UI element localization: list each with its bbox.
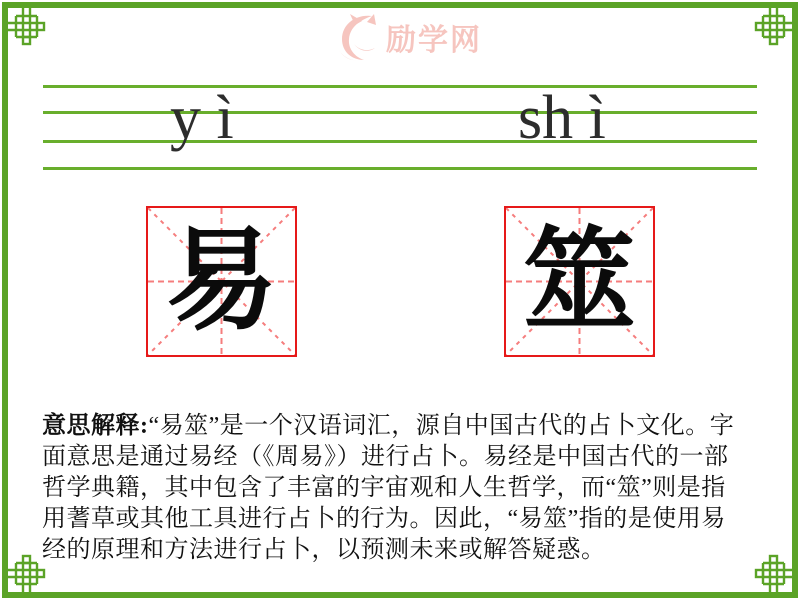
meaning-label: 意思解释: bbox=[42, 413, 149, 439]
meaning-line: 哲学典籍，其中包含了丰富的宇宙观和人生哲学，而“筮”则是指 bbox=[42, 475, 726, 501]
pinyin-word-shi: sh ì bbox=[518, 84, 606, 152]
meaning-line: 面意思是通过易经（《周易》）进行占卜。易经是中国古代的一部 bbox=[42, 444, 729, 470]
meaning-line-1: “易筮”是一个汉语词汇，源自中国古代的占卜文化。字 bbox=[148, 413, 735, 439]
pinyin-guide-line-2 bbox=[43, 111, 757, 114]
meaning-line bbox=[42, 411, 764, 442]
character-box-yi bbox=[146, 206, 297, 357]
corner-lattice-icon bbox=[8, 8, 48, 48]
pinyin-guide-line-4 bbox=[43, 167, 757, 170]
meaning-paragraph bbox=[42, 411, 764, 566]
pinyin-word-yi: y ì bbox=[170, 84, 234, 152]
fox-swirl-icon bbox=[334, 12, 380, 62]
meaning-line: 经的原理和方法进行占卜，以预测未来或解答疑惑。 bbox=[42, 537, 606, 563]
pinyin-guide-line-1 bbox=[43, 85, 757, 88]
corner-lattice-icon bbox=[752, 8, 792, 48]
meaning-line: 用蓍草或其他工具进行占卜的行为。因此，“易筮”指的是使用易 bbox=[42, 506, 726, 532]
pinyin-guide-line-3 bbox=[43, 140, 757, 143]
hanzi-yi: 易 bbox=[165, 219, 278, 344]
logo-text: 励学网 bbox=[386, 24, 482, 57]
hanzi-shi: 筮 bbox=[523, 219, 636, 344]
character-box-shi bbox=[504, 206, 655, 357]
site-logo bbox=[334, 12, 482, 62]
